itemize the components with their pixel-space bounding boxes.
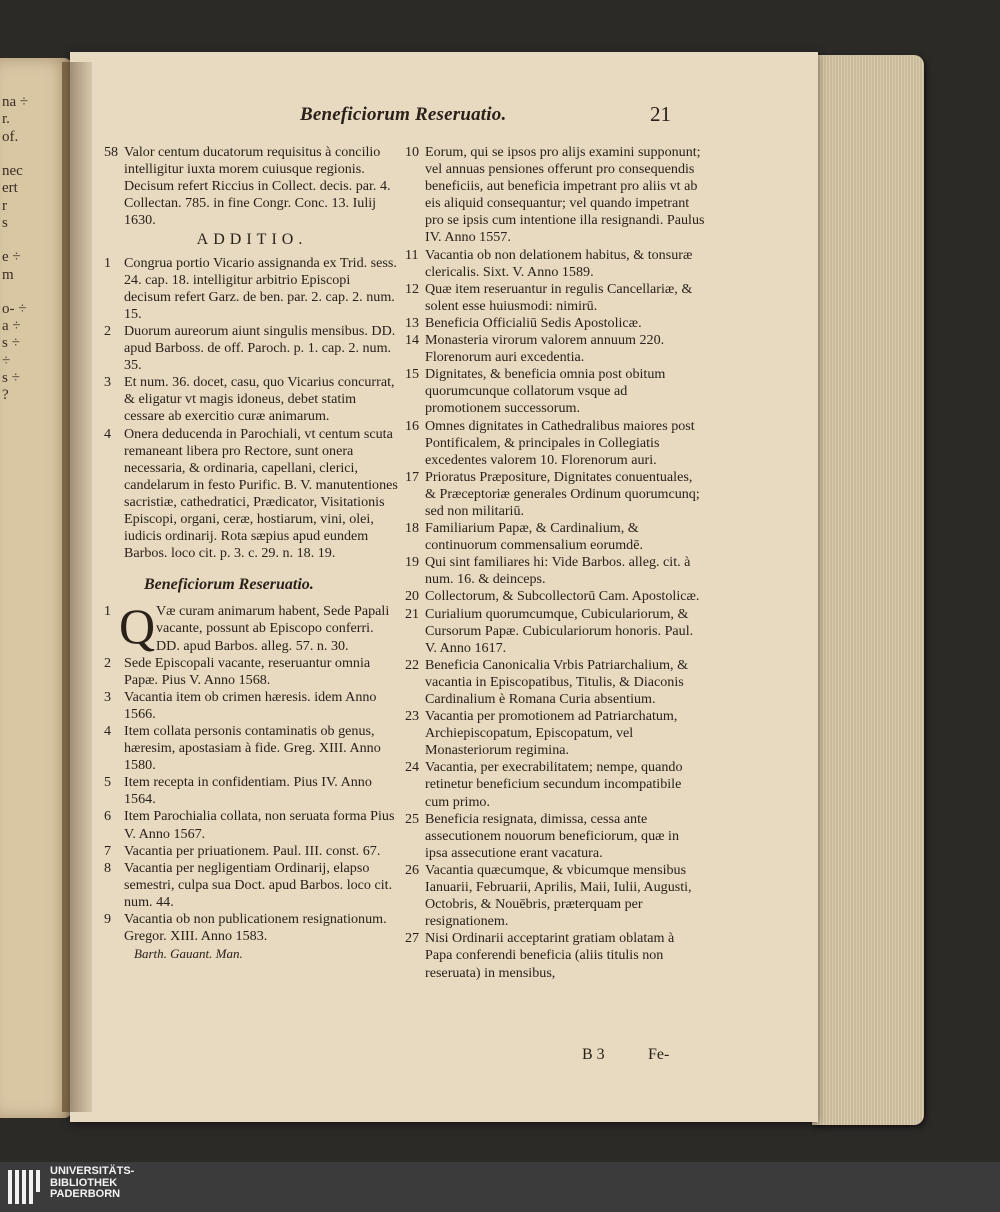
reservatio-entry — [405, 332, 705, 366]
reservatio-entry — [405, 930, 705, 981]
entry-number: 6 — [104, 808, 112, 825]
left-page-text: e ÷ — [2, 249, 21, 265]
entry-number: 16 — [405, 417, 420, 434]
entry-text: Beneficia resignata, dimissa, cessa ante assecutionem nouorum beneficiorum, quæ in ipsa assecutione erant vacatura. — [425, 810, 680, 861]
reservatio-entry — [405, 606, 705, 657]
entry-number: 14 — [405, 332, 420, 349]
entry-number: 8 — [104, 859, 112, 876]
entry-text: Item recepta in confidentiam. Pius IV. Anno 1564. — [124, 774, 372, 808]
left-page-text: m — [2, 267, 14, 283]
entry-text: Prioratus Præpositure, Dignitates conuentuales, & Præceptoriæ generales Ordinum quorumcunq; sed non militariū. — [425, 468, 700, 519]
entry-text: Sede Episcopali vacante, reseruantur omnia Papæ. Pius V. Anno 1568. — [124, 654, 371, 688]
reservatio-entry — [405, 366, 705, 417]
reservatio-entry — [104, 808, 400, 842]
entry-text: Vacantia quæcumque, & vbicumque mensibus Ianuarii, Februarii, Aprilis, Maii, Iulii, Augusti, Octobris, & Nouēbris, præterquam per resignationem. — [425, 861, 692, 930]
entry-text: Curialium quorumcumque, Cubiculariorum, & Cursorum Papæ. Cubiculariorum honoris. Paul. V. Anno 1617. — [425, 605, 694, 656]
entry-text: Congrua portio Vicario assignanda ex Trid. sess. 24. cap. 18. intelligitur arbitrio Episcopi decisum refert Garz. de ben. par. 2. cap. 2. num. 15. — [124, 254, 397, 322]
library-logo-bar — [0, 1162, 1000, 1212]
entry-text: Væ curam animarum habent, Sede Papali vacante, possunt ab Episcopo conferri. DD. apud Barbos. alleg. 57. n. 30. — [156, 603, 390, 654]
entry-number: 19 — [405, 554, 420, 571]
left-page-text: ? — [2, 387, 9, 403]
entry-number: 23 — [405, 708, 420, 725]
left-column — [104, 144, 400, 962]
reservatio-entry-first — [104, 598, 400, 655]
reservatio-entry — [405, 144, 705, 247]
library-logo-text — [50, 1166, 134, 1201]
reservatio-entry — [405, 554, 705, 588]
logo-line: UNIVERSITÄTS- — [50, 1165, 135, 1177]
entry-text: Familiarium Papæ, & Cardinalium, & continuorum commensalium eorumdē. — [425, 520, 644, 554]
left-page-text: ert — [2, 180, 18, 196]
entry-text: Valor centum ducatorum requisitus à concilio intelligitur iuxta morem cuiusque regionis. Decisum refert Riccius in Collect. decis. par. 4. Collectan. 785. in fine Congr. Conc. 13. Iulij 1630. — [124, 144, 391, 229]
entry-text: Qui sint familiares hi: Vide Barbos. alleg. cit. à num. 16. & deinceps. — [425, 554, 691, 588]
entry-number: 26 — [405, 861, 420, 878]
running-head: Beneficiorum Reseruatio. — [300, 104, 507, 125]
logo-line: BIBLIOTHEK — [50, 1176, 118, 1189]
entry-text: Collectorum, & Subcollectorū Cam. Apostolicæ. — [425, 588, 700, 605]
left-page-text: r. — [2, 111, 10, 127]
entry-number: 10 — [405, 144, 420, 160]
entry-number: 4 — [104, 723, 112, 739]
entry-number: 27 — [405, 930, 420, 947]
section-title: Beneficiorum Reseruatio. — [144, 576, 314, 594]
entry-text: Beneficia Officialiū Sedis Apostolicæ. — [425, 314, 642, 331]
entry-number: 5 — [104, 774, 112, 791]
left-page-text: a ÷ — [2, 318, 21, 334]
entry-number: 20 — [405, 588, 420, 605]
left-page-text: s — [2, 215, 8, 231]
reservatio-entry — [104, 774, 400, 808]
entry-text: Nisi Ordinarii acceptarint gratiam oblatam à Papa conferendi beneficia (aliis titulis non reseruata) in mensibus, — [425, 930, 675, 981]
entry-text: Vacantia per promotionem ad Patriarchatum, Archiepiscopatum, Episcopatum, vel Monasteriorum regimina. — [425, 708, 678, 759]
entry — [104, 144, 400, 229]
entry-text: Dignitates, & beneficia omnia post obitum quorumcunque collatorum vsque ad promotionem successorum. — [425, 366, 666, 417]
reservatio-entry — [405, 657, 705, 708]
entry-text: Item Parochialia collata, non seruata forma Pius V. Anno 1567. — [124, 808, 395, 842]
book-page — [70, 52, 818, 1122]
left-page-text: nec — [2, 163, 23, 179]
entry-number: 7 — [104, 842, 112, 859]
reservatio-entry — [405, 247, 705, 281]
entry-number: 21 — [405, 605, 420, 622]
reservatio-entry — [405, 469, 705, 520]
entry-number: 25 — [405, 810, 420, 827]
right-column — [405, 144, 705, 982]
library-logo-icon — [8, 1170, 40, 1204]
additio-heading: ADDITIO. — [196, 231, 308, 249]
entry-number: 58 — [104, 144, 119, 160]
entry-text: Vacantia ob non publicationem resignationum. Gregor. XIII. Anno 1583. — [124, 911, 387, 945]
left-page-text: s ÷ — [2, 370, 20, 386]
left-page-text: ÷ — [2, 353, 11, 369]
reservatio-entry — [405, 759, 705, 810]
entry-text: Vacantia ob non delationem habitus, & tonsuræ clericalis. Sixt. V. Anno 1589. — [425, 246, 693, 280]
entry-text: Monasteria virorum valorem annuum 220. Florenorum auri excedentia. — [425, 332, 665, 366]
entry-number: 24 — [405, 759, 420, 776]
binding-gutter — [62, 62, 92, 1112]
entry-text: Eorum, qui se ipsos pro alijs examini supponunt; vel annuas pensiones offerunt pro consequendis beneficiis, aut beneficia impetrant pro aliis vt ab eis aliquid consequantur; vel quando impetrant pro se ipsis cum intentione illa resignandi. Paulus IV. Anno 1557. — [425, 144, 705, 246]
reservatio-entry — [405, 588, 705, 605]
reservatio-entry — [405, 315, 705, 332]
additio-entry — [104, 323, 400, 374]
entry-text: Duorum aureorum aiunt singulis mensibus. DD. apud Barboss. de off. Paroch. p. 1. cap. 2. num. 35. — [124, 322, 396, 374]
reservatio-entry — [405, 811, 705, 862]
entry-number: 3 — [104, 374, 112, 391]
page-edges — [812, 55, 924, 1125]
entry-text: Beneficia Canonicalia Vrbis Patriarchalium, & vacantia in Episcopatibus, Titulis, & Diaconis Cardinalium è Romana Curia absentium. — [425, 656, 689, 707]
page-number: 21 — [650, 102, 671, 126]
entry-number: 9 — [104, 911, 112, 928]
reservatio-entry — [104, 860, 400, 911]
entry-text: Et num. 36. docet, casu, quo Vicarius concurrat, & eligatur vt magis idoneus, debet statim cessare ab exercitio curæ animarum. — [124, 374, 395, 425]
drop-cap: Q — [119, 598, 156, 655]
reservatio-entry — [405, 418, 705, 469]
left-page-text: of. — [2, 129, 19, 145]
left-page-text: na ÷ — [2, 94, 29, 110]
reservatio-entry — [405, 862, 705, 930]
reservatio-entry — [405, 708, 705, 759]
additio-entry — [104, 426, 400, 563]
additio-entry — [104, 255, 400, 323]
left-page-text: r — [2, 198, 7, 214]
reservatio-entry — [104, 723, 400, 774]
entry-number: 22 — [405, 656, 420, 673]
entry-number: 13 — [405, 314, 420, 331]
additio-entry — [104, 374, 400, 425]
entry-text: Quæ item reseruantur in regulis Cancellariæ, & solent esse huiusmodi: nimirū. — [425, 280, 693, 314]
entry-text: Vacantia per priuationem. Paul. III. const. 67. — [124, 842, 381, 859]
reservatio-entry — [405, 520, 705, 554]
catchword: Fe- — [648, 1046, 670, 1063]
left-page-text: o- ÷ — [2, 301, 27, 317]
reservatio-entry — [104, 843, 400, 860]
entry-number: 18 — [405, 520, 420, 537]
entry-number: 11 — [405, 246, 419, 263]
entry-number: 17 — [405, 468, 420, 485]
reservatio-entry — [104, 689, 400, 723]
entry-number: 4 — [104, 425, 112, 442]
signature-mark: B 3 — [582, 1046, 605, 1063]
entry-number: 1 — [104, 603, 112, 620]
left-page-text: s ÷ — [2, 335, 20, 351]
entry-number: 3 — [104, 688, 112, 705]
entry-number: 12 — [405, 280, 420, 297]
entry-text: Vacantia per negligentiam Ordinarij, elapso semestri, culpa sua Doct. apud Barbos. loco cit. num. 44. — [124, 859, 393, 910]
entry-number: 2 — [104, 322, 112, 339]
entry-number: 15 — [405, 366, 420, 383]
reservatio-entry — [104, 655, 400, 689]
entry-text: Item collata personis contaminatis ob genus, hæresim, apostasiam à fide. Greg. XIII. Anno 1580. — [124, 723, 381, 774]
reservatio-entry — [104, 911, 400, 945]
logo-line: PADERBORN — [50, 1188, 121, 1200]
reservatio-entry — [405, 281, 705, 315]
footer-note: Barth. Gauant. Man. — [134, 946, 243, 962]
entry-text: Onera deducenda in Parochiali, vt centum scuta remaneant libera pro Rectore, sunt onera necessaria, & ordinaria, capellani, clerici, candelarum in festo Purific. B. V. manutentiones sacristiæ, cathedratici, Prædicator, Visitationis Episcopi, organi, ceræ, hostiarum, vini, olei, iudicis ordinarij. Rota sæpius apud eundem Barbos. loco cit. p. 3. c. 29. n. 18. 19. — [124, 425, 398, 562]
entry-number: 2 — [104, 654, 112, 671]
entry-text: Vacantia, per execrabilitatem; nempe, quando retinetur beneficium secundum incompatibile cum primo. — [425, 759, 683, 810]
entry-number: 1 — [104, 254, 112, 271]
entry-text: Vacantia item ob crimen hæresis. idem Anno 1566. — [124, 688, 377, 722]
entry-text: Omnes dignitates in Cathedralibus maiores post Pontificalem, & principales in Collegiatis excedentes valorem 10. Florenorum auri. — [425, 417, 695, 468]
